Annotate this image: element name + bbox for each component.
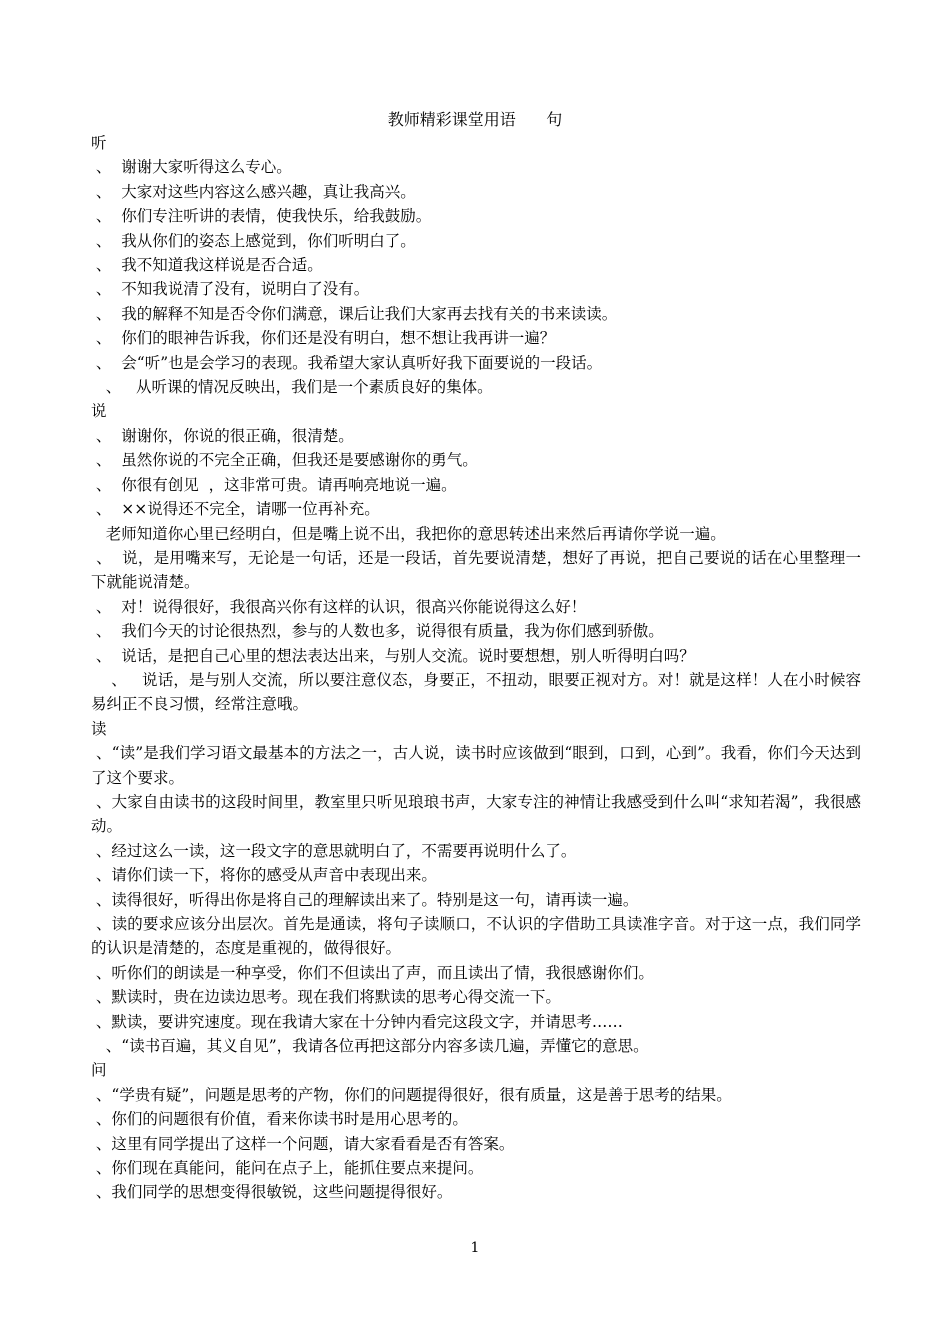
list-item: 、请你们读一下，将你的感受从声音中表现出来。 [91, 866, 437, 885]
list-item: 、 会“听”也是会学习的表现。我希望大家认真听好我下面要说的一段话。 [91, 353, 603, 372]
list-item: 、读得很好，听得出你是将自己的理解读出来了。特别是这一句，请再读一遍。 [91, 890, 639, 909]
list-item: 、 谢谢大家听得这么专心。 [91, 158, 292, 177]
list-item: 、 我的解释不知是否令你们满意，课后让我们大家再去找有关的书来读读。 [91, 304, 618, 323]
list-item: 、读的要求应该分出层次。首先是通读，将句子读顺口，不认识的字借助工具读准字音。对于这一点，我们同学的认识是清楚的，态度是重视的，做得很好。 [91, 915, 861, 958]
section-heading-speak: 说 [91, 402, 107, 421]
list-item: 、这里有同学提出了这样一个问题，请大家看看是否有答案。 [91, 1134, 515, 1153]
list-item: 、 我不知道我这样说是否合适。 [91, 256, 323, 275]
list-item: 、 我从你们的姿态上感觉到，你们听明白了。 [91, 231, 416, 250]
list-item: 、 你很有创见 ，这非常可贵。请再响亮地说一遍。 [91, 475, 457, 494]
document-body [91, 131, 861, 1205]
list-item: 、 大家对这些内容这么感兴趣，真让我高兴。 [91, 182, 416, 201]
section-heading-listen: 听 [91, 134, 107, 152]
list-item: 、默读，要讲究速度。现在我请大家在十分钟内看完这段文字，并请思考…… [91, 1012, 623, 1031]
list-item: 老师知道你心里已经明白，但是嘴上说不出，我把你的意思转述出来然后再请你学说一遍。 [91, 524, 726, 543]
list-item: 、“读书百遍，其义自见”，我请各位再把这部分内容多读几遍，弄懂它的意思。 [91, 1037, 649, 1056]
list-item: 、 说话，是把自己心里的想法表达出来，与别人交流。说时要想想，别人听得明白吗？ [91, 646, 695, 665]
list-item: 、 ××说得还不完全，请哪一位再补充。 [91, 500, 380, 519]
list-item: 、 从听课的情况反映出，我们是一个素质良好的集体。 [91, 378, 493, 397]
list-item: 、 你们的眼神告诉我，你们还是没有明白，想不想让我再讲一遍？ [91, 329, 556, 348]
list-item: 、大家自由读书的这段时间里，教室里只听见琅琅书声，大家专注的神情让我感受到什么叫“求知若渴”，我很感动。 [91, 792, 861, 836]
list-item: 、 你们专注听讲的表情，使我快乐，给我鼓励。 [91, 207, 432, 226]
list-item: 、听你们的朗读是一种享受，你们不但读出了声，而且读出了情，我很感谢你们。 [91, 963, 654, 982]
list-item: 、你们的问题很有价值，看来你读书时是用心思考的。 [91, 1110, 468, 1129]
list-item: 、 我们今天的讨论很热烈，参与的人数也多，说得很有质量，我为你们感到骄傲。 [91, 622, 664, 641]
list-item: 、 不知我说清了没有，说明白了没有。 [91, 280, 370, 299]
section-heading-read: 读 [91, 719, 107, 738]
list-item: 、 说话，是与别人交流，所以要注意仪态，身要正，不扭动，眼要正视对方。对！就是这样！人在小时候容易纠正不良习惯，经常注意哦。 [91, 670, 861, 714]
list-item: 、 对！说得很好，我很高兴你有这样的认识，很高兴你能说得这么好！ [91, 597, 587, 616]
list-item: 、你们现在真能问，能问在点子上，能抓住要点来提问。 [91, 1159, 484, 1178]
list-item: 、 虽然你说的不完全正确，但我还是要感谢你的勇气。 [91, 451, 478, 470]
list-item: 、经过这么一读，这一段文字的意思就明白了，不需要再说明什么了。 [91, 841, 577, 860]
document-title: 教师精彩课堂用语 句 [387, 110, 563, 129]
list-item: 、默读时，贵在边读边思考。现在我们将默读的思考心得交流一下。 [91, 988, 561, 1007]
list-item: 、 谢谢你，你说的很正确，很清楚。 [91, 426, 354, 445]
page-number: 1 [470, 1240, 480, 1256]
list-item: 、 说，是用嘴来写，无论是一句话，还是一段话，首先要说清楚，想好了再说，把自己要说的话在心里整理一下就能说清楚。 [91, 548, 861, 592]
list-item: 、我们同学的思想变得很敏锐，这些问题提得很好。 [91, 1183, 453, 1202]
list-item: 、“学贵有疑”，问题是思考的产物，你们的问题提得很好，很有质量，这是善于思考的结果。 [91, 1085, 732, 1104]
list-item: 、“读”是我们学习语文最基本的方法之一，古人说，读书时应该做到“眼到，口到，心到”。我看，你们今天达到了这个要求。 [91, 744, 861, 787]
section-heading-ask: 问 [91, 1061, 107, 1080]
